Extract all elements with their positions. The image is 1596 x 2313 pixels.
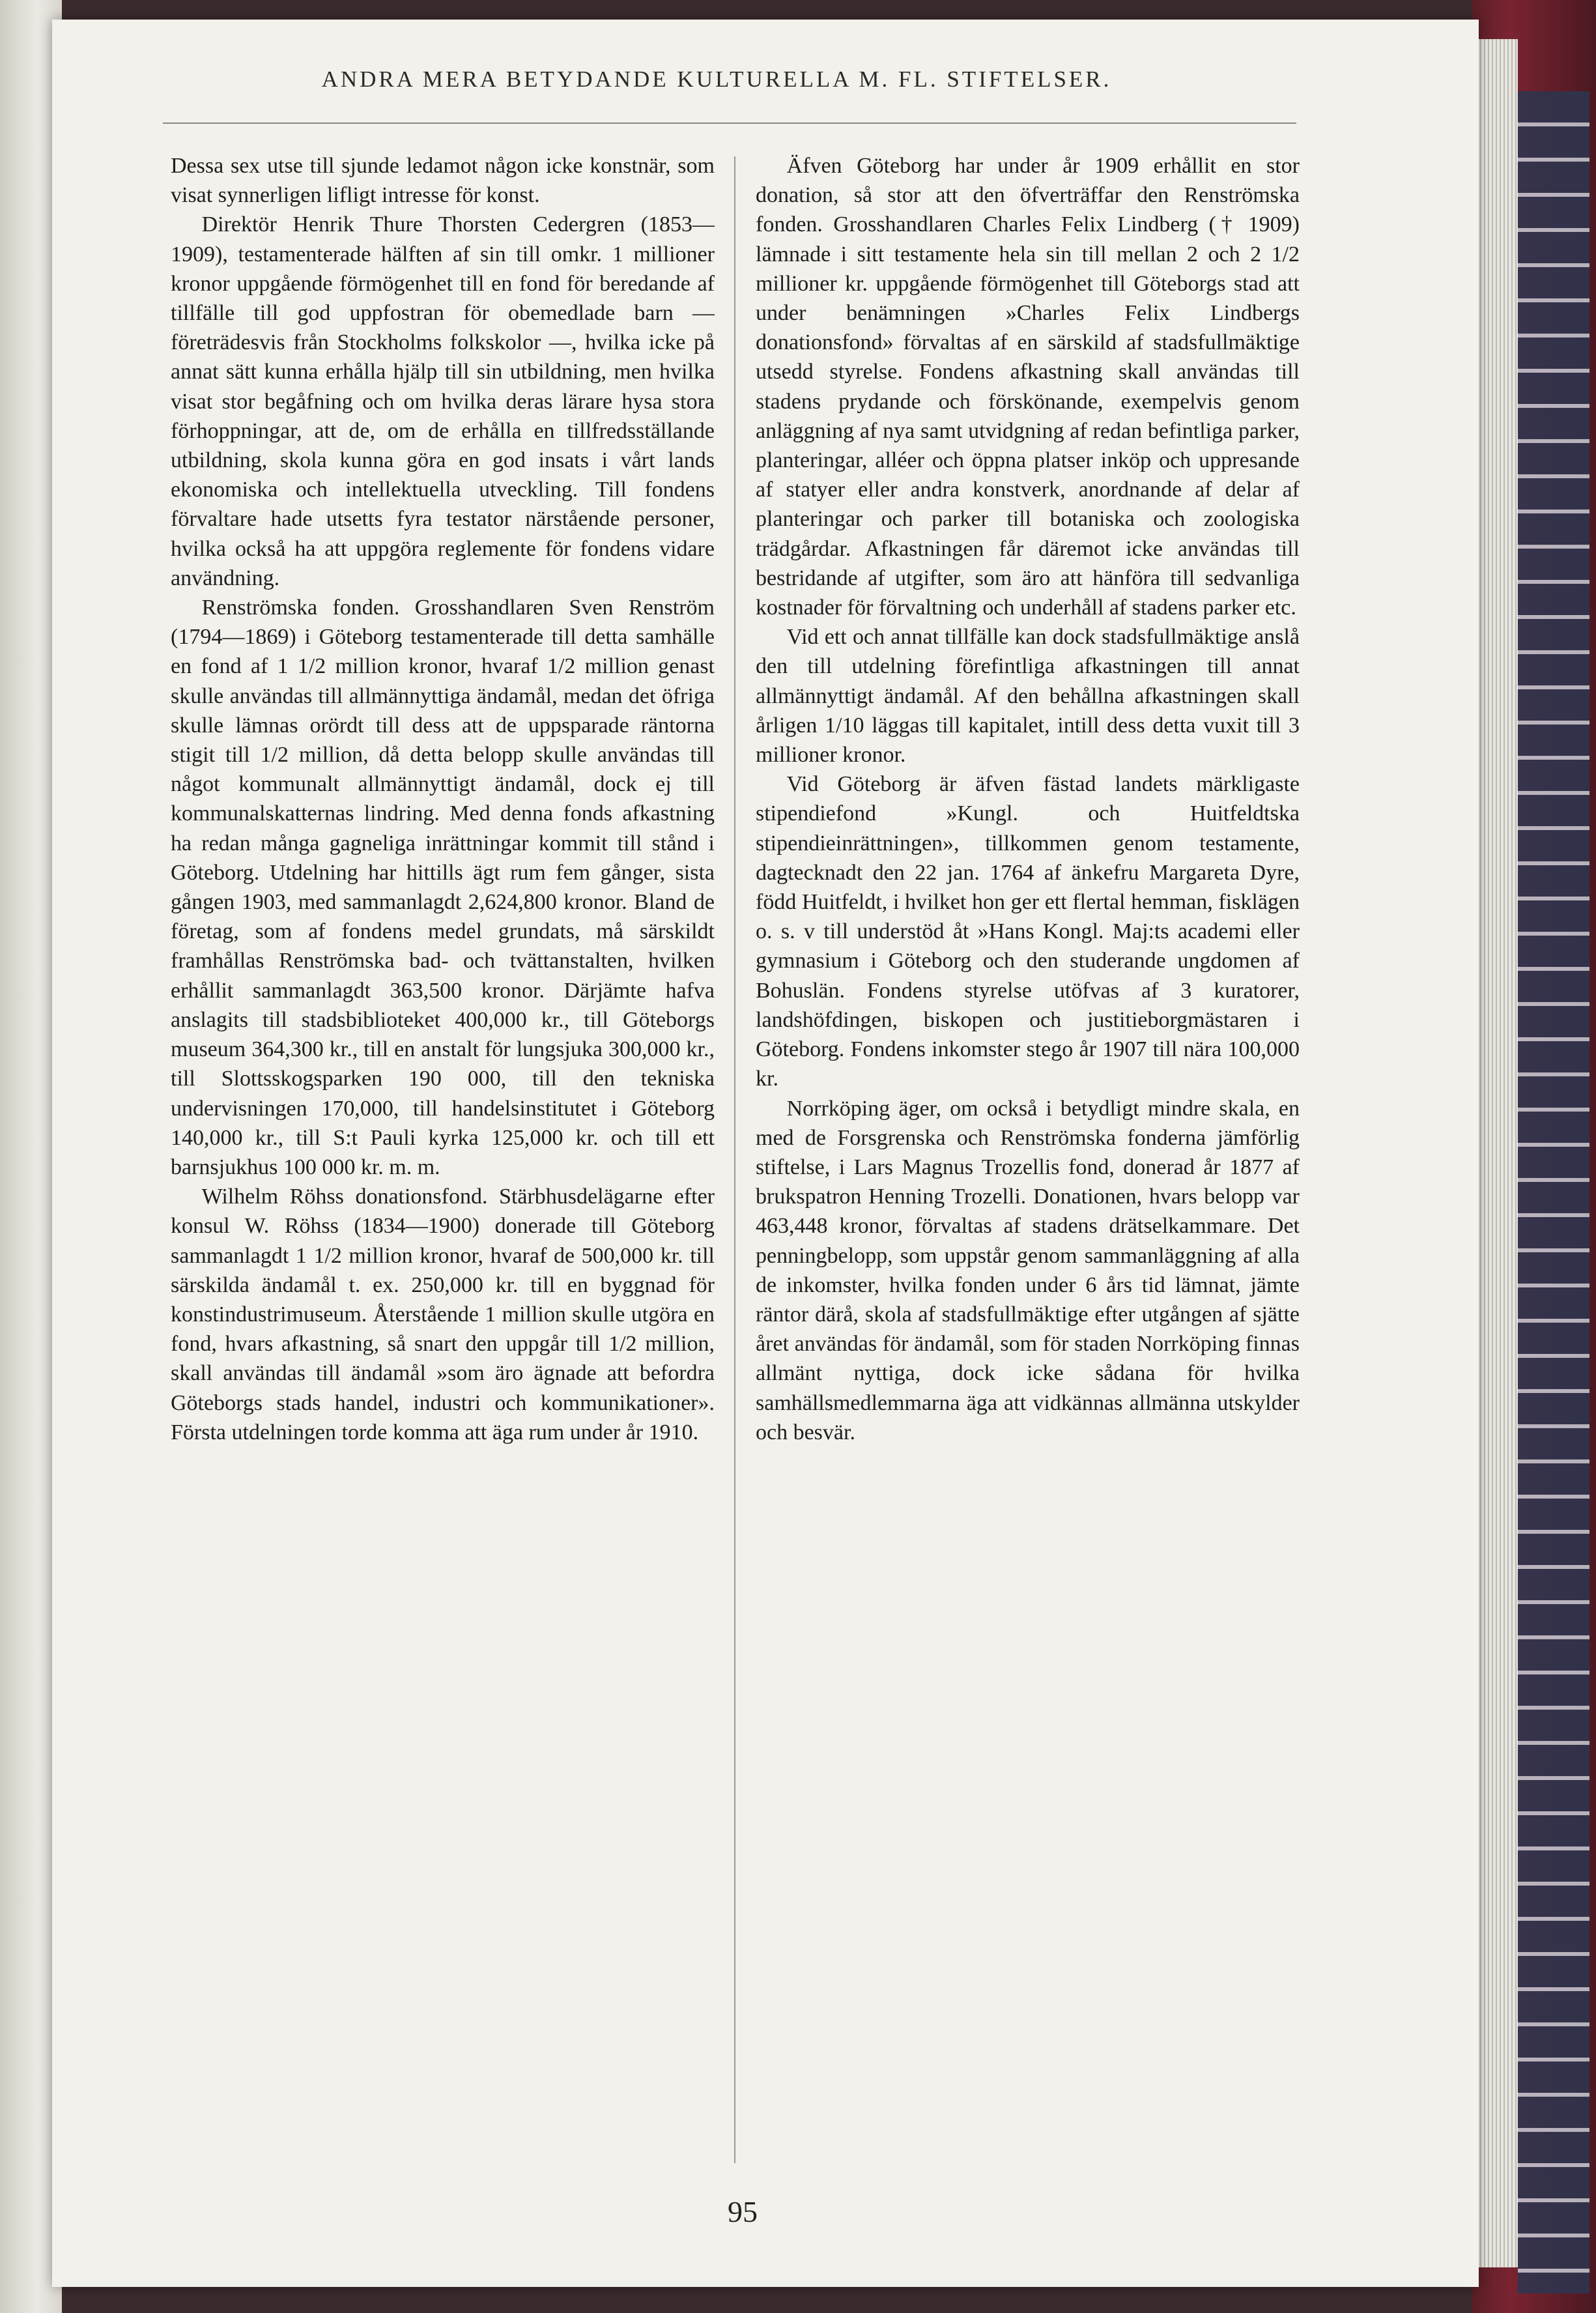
right-column (756, 151, 1300, 2171)
left-column (171, 151, 715, 2171)
cover-pattern (1518, 91, 1589, 2293)
header-rule (163, 122, 1296, 124)
paragraph: Wilhelm Röhss donationsfond. Stärbhusdelägarne efter konsul W. Röhss (1834—1900) donerade till Göteborg sammanlagdt 1 1/2 million kronor, hvaraf de 500,000 kr. till särskilda ändamål t. ex. 250,000 kr. till en byggnad för konstindustrimuseum. Återstående 1 million skulle utgöra en fond, hvars afkastning, så snart den uppgår till 1/2 million, skall användas till ändamål »som äro ägnade att befordra Göteborgs stads handel, industri och kommunikationer». Första utdelningen torde komma att äga rum under år 1910. (171, 1185, 715, 1444)
paragraph: Vid ett och annat tillfälle kan dock stadsfullmäktige anslå den till utdelning förefintliga afkastningen till annat allmännyttigt ändamål. Af den behållna afkastningen skall årligen 1/10 läggas till kapitalet, intill dess detta vuxit till 3 millioner kronor. (756, 625, 1300, 768)
page-number: 95 (728, 2195, 758, 2228)
column-divider (734, 156, 735, 2163)
paragraph: Äfven Göteborg har under år 1909 erhållit en stor donation, så stor att den öfverträffar den Renströmska fonden. Grosshandlaren Charles Felix Lindberg († 1909) lämnade i sitt testamente hela sin till mellan 2 och 2 1/2 millioner kr. uppgående förmögenhet till Göteborgs stad att under benämningen »Charles Felix Lindbergs donationsfond» förvaltas af en särskild af stadsfullmäktige utsedd styrelse. Fondens afkastning skall användas till stadens prydande och förskönande, exempelvis genom anläggning af nya samt utvidgning af redan befintliga parker, planteringar, alléer och öppna platser inköp och uppresande af statyer eller andra konstverk, anordnande af delar af planteringar och parker till botaniska och zoologiska trädgårdar. Afkastningen får däremot icke användas till bestridande af utgifter, som äro att hänföra till sedvanliga kostnader för förvaltning och underhåll af stadens parker etc. (756, 154, 1300, 620)
paragraph: Norrköping äger, om också i betydligt mindre skala, en med de Forsgrenska och Renströmska fonderna jämförlig stiftelse, i Lars Magnus Trozellis fond, donerad år 1877 af brukspatron Henning Trozelli. Donationen, hvars belopp var 463,448 kronor, förvaltas af stadens drätselkammare. Det penningbelopp, som uppstår genom sammanläggning af alla de inkomster, hvilka fonden under 6 års tid lämnat, jämte räntor därå, skola af stadsfullmäktige efter utgången af sjätte året användas för ändamål, som för staden Norrköping finnas allmänt nyttiga, dock icke sådana för hvilka samhällsmedlemmarna äga att vidkännas allmänna utskylder och besvär. (756, 1096, 1300, 1444)
paragraph: Renströmska fonden. Grosshandlaren Sven Renström (1794—1869) i Göteborg testamenterade till detta samhälle en fond af 1 1/2 million kronor, hvaraf 1/2 million genast skulle användas till allmännyttiga ändamål, medan det öfriga skulle lämnas orördt till dess att de uppsparade räntorna stigit till 1/2 million, då detta belopp skulle användas till något kommunalt allmännyttigt ändamål, dock ej till kommunalskatternas lindring. Med denna fonds afkastning ha redan många gagneliga inrättningar kommit till stånd i Göteborg. Utdelning har hittills ägt rum fem gånger, sista gången 1903, med sammanlagdt 2,624,800 kronor. Bland de företag, som af fondens medel grundats, må särskildt framhållas Renströmska bad- och tvättanstalten, hvilken erhållit sammanlagdt 363,500 kronor. Därjämte hafva anslagits till stadsbiblioteket 400,000 kr., till Göteborgs museum 364,300 kr., till en anstalt för lungsjuka 300,000 kr., till Slottsskogsparken 190 000, till den tekniska undervisningen 170,000, till handelsinstitutet i Göteborg 140,000 kr., till S:t Pauli kyrka 125,000 kr. och till ett barnsjukhus 100 000 kr. m. m. (171, 596, 715, 1179)
paragraph: Vid Göteborg är äfven fästad landets märkligaste stipendiefond »Kungl. och Huitfeldtska stipendieinrättningen», tillkommen genom testamente, dagtecknadt den 22 jan. 1764 af änkefru Margareta Dyre, född Huitfeldt, i hvilket hon ger ett flertal hemman, fisklägen o. s. v till understöd åt »Hans Kongl. Maj:ts academi eller gymnasium i Göteborg och den studerande ungdomen af Bohuslän. Fondens styrelse utöfvas af 3 kuratorer, landshöfdingen, biskopen och justitieborgmästaren i Göteborg. Fondens inkomster stego år 1907 till nära 100,000 kr. (756, 772, 1300, 1091)
running-header: ANDRA MERA BETYDANDE KULTURELLA M. FL. STIFTELSER. (321, 66, 1112, 92)
paragraph: Direktör Henrik Thure Thorsten Cedergren (1853—1909), testamenterade hälften af sin till omkr. 1 millioner kronor uppgående förmögenhet till en fond för beredande af tillfälle till god uppfostran för obemedlade barn — företrädesvis från Stockholms folkskolor —, hvilka icke på annat sätt kunna erhålla hjälp till sin utbildning, men hvilka visat stor begåfning och om hvilka deras lärare hysa stora förhoppningar, att de, om de erhålla en tillfredsställande utbildning, skola kunna göra en god insats i vårt lands ekonomiska och intellektuella utveckling. Till fondens förvaltare hade utsetts fyra testator närstående personer, hvilka också ha att uppgöra reglemente för fondens vidare användning. (171, 212, 715, 590)
paragraph: Dessa sex utse till sjunde ledamot någon icke konstnär, som visat synnerligen lifligt intresse för konst. (171, 154, 715, 208)
